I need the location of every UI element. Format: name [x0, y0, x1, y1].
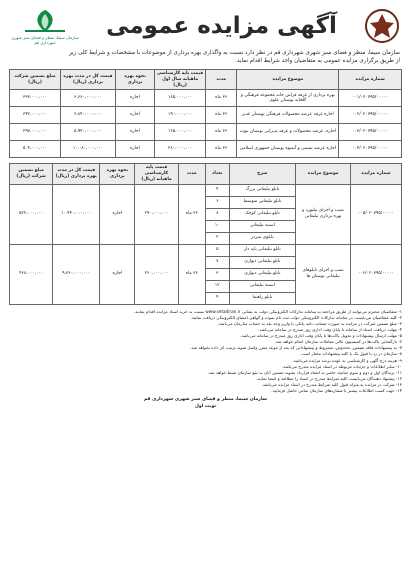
col-description: شرح	[229, 164, 296, 184]
cell-base: ۲۹۰،۰۰۰،۰۰۰	[135, 184, 178, 244]
cell-number: ۰۰۴/۰۲۰۷۹۵/۰۰۰۰۰	[339, 141, 402, 158]
org-logo	[9, 8, 81, 45]
list-item: ۱۲- پیشنهاد دهندگان می‌بایست کلیه شرایط مندرج در اسناد را مطالعه و امضا نمایند.	[255, 375, 402, 381]
cell-guarantee: ۳۳۳،۰۰۰،۰۰۰	[10, 90, 61, 107]
cell-duration: ۳۶ ماه	[206, 141, 237, 158]
list-item: ۱۰- سایر اطلاعات و جزئیات مربوطه در اسناد مزایده مندرج می‌باشد.	[281, 363, 402, 369]
col-guarantee: مبلغ تضمین شرکت (ریال)	[10, 164, 53, 184]
cell-base: ۱۶۵،۰۰۰،۰۰۰	[155, 124, 206, 141]
cell-base: ۲۶۰،۰۰۰،۰۰۰	[135, 244, 178, 304]
cell-number: ۰۰۲/۰۲۰۷۹۵/۰۰۰۰۰	[339, 107, 402, 124]
cell-description: تابلو تبلیغاتی دیواری	[229, 268, 296, 280]
cell-base: ۱۹۰،۰۰۰،۰۰۰	[155, 107, 206, 124]
list-item: ۱۱- برندگان اول و دوم و سوم چنانچه حاضر به انعقاد قرارداد نشوند تضمین آنان به نفع سازمان ضبط خواهد شد.	[207, 369, 402, 375]
list-item: ۸- سازمان در رد یا قبول یک یا کلیه پیشنهادات مختار است.	[300, 351, 402, 357]
conditions-list	[9, 309, 402, 394]
cell-count: ۳	[206, 268, 230, 280]
auction-table-2	[9, 163, 402, 304]
table-header-row	[10, 70, 402, 90]
table-row	[10, 90, 402, 107]
cell-description: تابلو تبلیغاتی کوچک	[229, 208, 296, 220]
cell-number: ۰۰۶/۰۲۰۷۹۵/۰۰۰۰۰	[351, 244, 402, 304]
list-item: ۷- به پیشنهادات فاقد تضمین، مخدوش، مشروط و پیشنهاداتی که بعد از موعد مقرر واصل شوند ترتیب اثر داده نخواهد شد.	[190, 345, 402, 351]
cell-usage: اجاره	[100, 244, 135, 304]
cell-count: ۸	[206, 208, 230, 220]
col-base-price: قیمت پایه کارشناسی ماهیانه سال اول (ریال)	[155, 70, 206, 90]
cell-number: ۰۰۵/۰۲۰۷۹۵/۰۰۰۰۰	[351, 184, 402, 244]
cell-total: ۶،۶۶۰،۰۰۰،۰۰۰	[61, 90, 116, 107]
table-row	[10, 141, 402, 158]
col-duration: مدت	[206, 70, 237, 90]
cell-description: تابلو تبلیغاتی پایه دار	[229, 244, 296, 256]
cell-subject: بهره برداری از غرفه فراش خانه مجموعه فرهنگی و گلخانه بوستان علوی	[237, 90, 339, 107]
intro-paragraph	[11, 49, 400, 65]
cell-count: ۵	[206, 244, 230, 256]
footer-date: نوبت اول	[194, 403, 217, 409]
cell-guarantee: ۲۹۷،۰۰۰،۰۰۰	[10, 124, 61, 141]
table-header-row	[10, 164, 402, 184]
list-item: ۲- کلیه متقاضیان می‌بایست در سامانه تدارکات الکترونیکی دولت ثبت نام نموده و گواهی امضای الکترونیکی دریافت نمایند.	[190, 314, 402, 320]
header	[9, 6, 402, 46]
cell-description: تابلو تبلیغاتی دیواری	[229, 256, 296, 268]
cell-count: ۱۰	[206, 220, 230, 232]
col-duration: مدت	[178, 164, 205, 184]
cell-duration: ۳۶ ماه	[178, 244, 205, 304]
green-space-logo-icon	[23, 8, 67, 34]
cell-duration: ۳۶ ماه	[178, 184, 205, 244]
cell-guarantee: ۵۲۲،۰۰۰،۰۰۰	[10, 184, 53, 244]
col-total-price: قیمت کل در مدت بهره برداری (ریال)	[61, 70, 116, 90]
cell-subject: نصب و اجرای بیلبورد و بهره برداری تبلیغاتی	[296, 184, 351, 244]
auction-table-1	[9, 69, 402, 158]
cell-number: ۰۰۳/۰۲۰۷۹۵/۰۰۰۰۰	[339, 124, 402, 141]
cell-total: ۹،۳۶۰،۰۰۰،۰۰۰	[53, 244, 100, 304]
list-item: ۹- هزینه درج آگهی و کارشناسی به عهده برنده مزایده می‌باشد.	[292, 357, 402, 363]
cell-base: ۲۸۰،۰۰۰،۰۰۰	[155, 141, 206, 158]
cell-count: ۲	[206, 232, 230, 244]
cell-total: ۵،۹۴۰،۰۰۰،۰۰۰	[61, 124, 116, 141]
col-subject: موضوع مزایده	[237, 70, 339, 90]
list-item: ۴- مهلت دریافت اسناد از سامانه تا پایان وقت اداری روز مندرج در سامانه می‌باشد.	[258, 327, 402, 333]
cell-description: استند تبلیغاتی	[229, 280, 296, 292]
col-count: تعداد	[206, 164, 230, 184]
cell-description: تابلو تبلیغاتی بزرگ	[229, 184, 296, 196]
cell-guarantee: ۳۴۲،۰۰۰،۰۰۰	[10, 107, 61, 124]
org-name-left: سازمان سیما، منظر و فضای سبز شهری شهرداری قم	[11, 34, 79, 45]
cell-count: ۱۲	[206, 280, 230, 292]
list-item: ۱۳- شرکت در مزایده به منزله قبول کلیه شرایط مندرج در اسناد مزایده می‌باشد.	[261, 381, 402, 387]
municipality-emblem-icon	[362, 7, 402, 45]
cell-duration: ۳۶ ماه	[206, 107, 237, 124]
notice-title: آگهی مزایده عمومی	[106, 13, 337, 39]
cell-subject: نصب و اجرای تابلوهای تبلیغاتی بوستان ها	[296, 244, 351, 304]
intro-line-1: سازمان سیما، منظر و فضای سبز شهری شهرداری قم در نظر دارد نسبت به واگذاری بهره برداری از موضوعات با مشخصات و شرایط کلی زیر	[69, 50, 400, 56]
list-item: ۱۴- جهت کسب اطلاعات بیشتر با شماره‌های سازمان تماس حاصل فرمایید.	[271, 388, 402, 393]
list-item: ۶- بازگشایی پاکت‌ها در کمیسیون عالی معاملات سازمان انجام خواهد شد.	[274, 339, 402, 345]
cell-description: استند تبلیغاتی	[229, 220, 296, 232]
cell-number: ۰۰۱/۰۲۰۷۹۵/۰۰۰۰۰	[339, 90, 402, 107]
cell-guarantee: ۴۶۸،۰۰۰،۰۰۰	[10, 244, 53, 304]
cell-total: ۱۰،۴۴۰،۰۰۰،۰۰۰	[53, 184, 100, 244]
cell-usage: اجاره	[115, 141, 154, 158]
table-row	[10, 244, 402, 256]
cell-duration: ۳۶ ماه	[206, 90, 237, 107]
cell-description: تابلو راهنما	[229, 292, 296, 304]
cell-count: ۷	[206, 256, 230, 268]
cell-description: تابلوی سردر	[229, 232, 296, 244]
cell-usage: اجاره	[115, 90, 154, 107]
cell-subject: اجاره عرضه بستنی و آبمیوه بوستان جمهوری اسلامی	[237, 141, 339, 158]
cell-subject: اجاره، عرضه محصولات و غرفه پذیرایی بوستان نبوت	[237, 124, 339, 141]
cell-count: ۴	[206, 292, 230, 304]
cell-base: ۱۸۵،۰۰۰،۰۰۰	[155, 90, 206, 107]
cell-usage: اجاره	[100, 184, 135, 244]
table-row	[10, 184, 402, 196]
col-auction-number: شماره مزایده	[339, 70, 402, 90]
col-usage-type: نحوه بهره برداری	[100, 164, 135, 184]
list-item: ۵- مهلت ارسال پیشنهادات و تحویل پاکت‌ها تا پایان وقت اداری روز مندرج در سامانه می‌باشد.	[240, 333, 402, 339]
cell-count: ۶	[206, 196, 230, 208]
list-item: ۱- متقاضیان محترم می‌توانند از طریق مراجعه به سامانه تدارکات الکترونیکی دولت به نشانی www.setadiran.ir نسبت به خرید اسناد مزایده اقدام نمایند.	[133, 308, 402, 314]
list-item: ۳- مبلغ تضمین شرکت در مزایده به صورت ضمانت نامه بانکی یا واریز وجه نقد به حساب سازمان می‌باشد.	[217, 320, 402, 326]
col-total-price: قیمت کل در مدت بهره برداری (ریال)	[53, 164, 100, 184]
cell-description: تابلو تبلیغاتی متوسط	[229, 196, 296, 208]
cell-guarantee: ۵۰۴،۰۰۰،۰۰۰	[10, 141, 61, 158]
cell-total: ۱۰،۰۸۰،۰۰۰،۰۰۰	[61, 141, 116, 158]
col-base-price: قیمت پایه کارشناسی ماهیانه (ریال)	[135, 164, 178, 184]
col-auction-number: شماره مزایده	[351, 164, 402, 184]
cell-subject: اجاره غرفه عرضه محصولات فرهنگی بوستان غدیر	[237, 107, 339, 124]
cell-total: ۶،۸۴۰،۰۰۰،۰۰۰	[61, 107, 116, 124]
table-row	[10, 124, 402, 141]
cell-usage: اجاره	[115, 107, 154, 124]
footer	[9, 397, 402, 410]
cell-usage: اجاره	[115, 124, 154, 141]
intro-line-2: از طریق برگزاری مزایده عمومی به متقاضیان واجد شرایط اقدام نماید.	[235, 58, 400, 64]
col-subject: موضوع مزایده	[296, 164, 351, 184]
footer-org: سازمان سیما، منظر و فضای سبز شهری شهرداری قم	[143, 397, 268, 403]
col-guarantee: مبلغ تضمین شرکت (ریال)	[10, 70, 61, 90]
table-row	[10, 107, 402, 124]
col-usage-type: نحوه بهره برداری	[115, 70, 154, 90]
cell-duration: ۳۶ ماه	[206, 124, 237, 141]
cell-count: ۴	[206, 184, 230, 196]
